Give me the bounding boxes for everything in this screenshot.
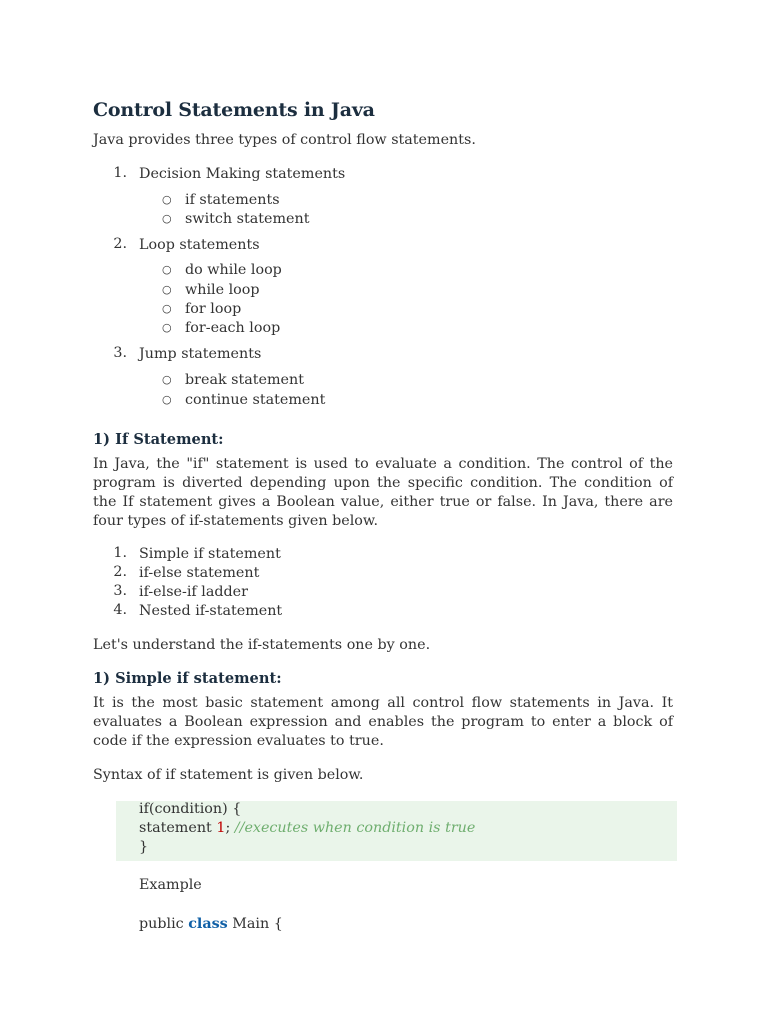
code-number: 1	[216, 820, 226, 836]
list-item: for-each loop	[185, 320, 281, 336]
circle-bullet-icon: ○	[162, 302, 172, 315]
section-paragraph: It is the most basic statement among all control flow statements in Java. It evaluates a Boolean expression and enables the program to enter a block of code if the expression evaluates to true.	[93, 695, 673, 749]
code-semicolon: ;	[225, 820, 231, 836]
code-text: Main {	[227, 916, 283, 932]
code-keyword: class	[188, 916, 228, 932]
list-item: break statement	[185, 372, 304, 388]
circle-bullet-icon: ○	[162, 263, 172, 276]
list-item: if statements	[185, 192, 280, 208]
example-code-line	[139, 915, 283, 934]
list-number: 2.	[113, 236, 127, 252]
example-label: Example	[139, 877, 202, 893]
category-label: Decision Making statements	[139, 166, 346, 182]
followup-text: Let's understand the if-statements one by one.	[93, 637, 431, 653]
category-label: Jump statements	[139, 346, 262, 362]
circle-bullet-icon: ○	[162, 283, 172, 296]
circle-bullet-icon: ○	[162, 212, 172, 225]
section-heading: 1) If Statement:	[93, 431, 224, 448]
intro-text: Java provides three types of control flow statements.	[93, 132, 476, 148]
list-item: Simple if statement	[139, 546, 281, 562]
page-title: Control Statements in Java	[93, 99, 375, 121]
list-number: 1.	[113, 165, 127, 181]
list-item: if-else-if ladder	[139, 584, 248, 600]
list-item: if-else statement	[139, 565, 260, 581]
code-line	[139, 819, 475, 838]
syntax-intro: Syntax of if statement is given below.	[93, 767, 364, 783]
list-item: while loop	[185, 282, 260, 298]
list-item: Nested if-statement	[139, 603, 283, 619]
code-line: }	[139, 839, 149, 855]
circle-bullet-icon: ○	[162, 393, 172, 406]
section-heading: 1) Simple if statement:	[93, 670, 282, 687]
circle-bullet-icon: ○	[162, 193, 172, 206]
code-line: if(condition) {	[139, 801, 242, 817]
code-text: statement	[139, 820, 217, 836]
list-item: for loop	[185, 301, 242, 317]
circle-bullet-icon: ○	[162, 321, 172, 334]
category-label: Loop statements	[139, 237, 260, 253]
code-comment: //executes when condition is true	[230, 820, 476, 836]
code-text: public	[139, 916, 189, 932]
section-paragraph: In Java, the "if" statement is used to evaluate a condition. The control of the program is diverted depending upon the specific condition. The condition of the If statement gives a Boolean value, either true or false. In Java, there are four types of if-statements given below.	[93, 456, 673, 529]
list-number: 1.	[113, 545, 127, 561]
circle-bullet-icon: ○	[162, 373, 172, 386]
list-item: switch statement	[185, 211, 310, 227]
list-number: 3.	[113, 345, 127, 361]
list-number: 4.	[113, 602, 127, 618]
list-number: 2.	[113, 564, 127, 580]
list-item: do while loop	[185, 262, 282, 278]
list-item: continue statement	[185, 392, 326, 408]
list-number: 3.	[113, 583, 127, 599]
